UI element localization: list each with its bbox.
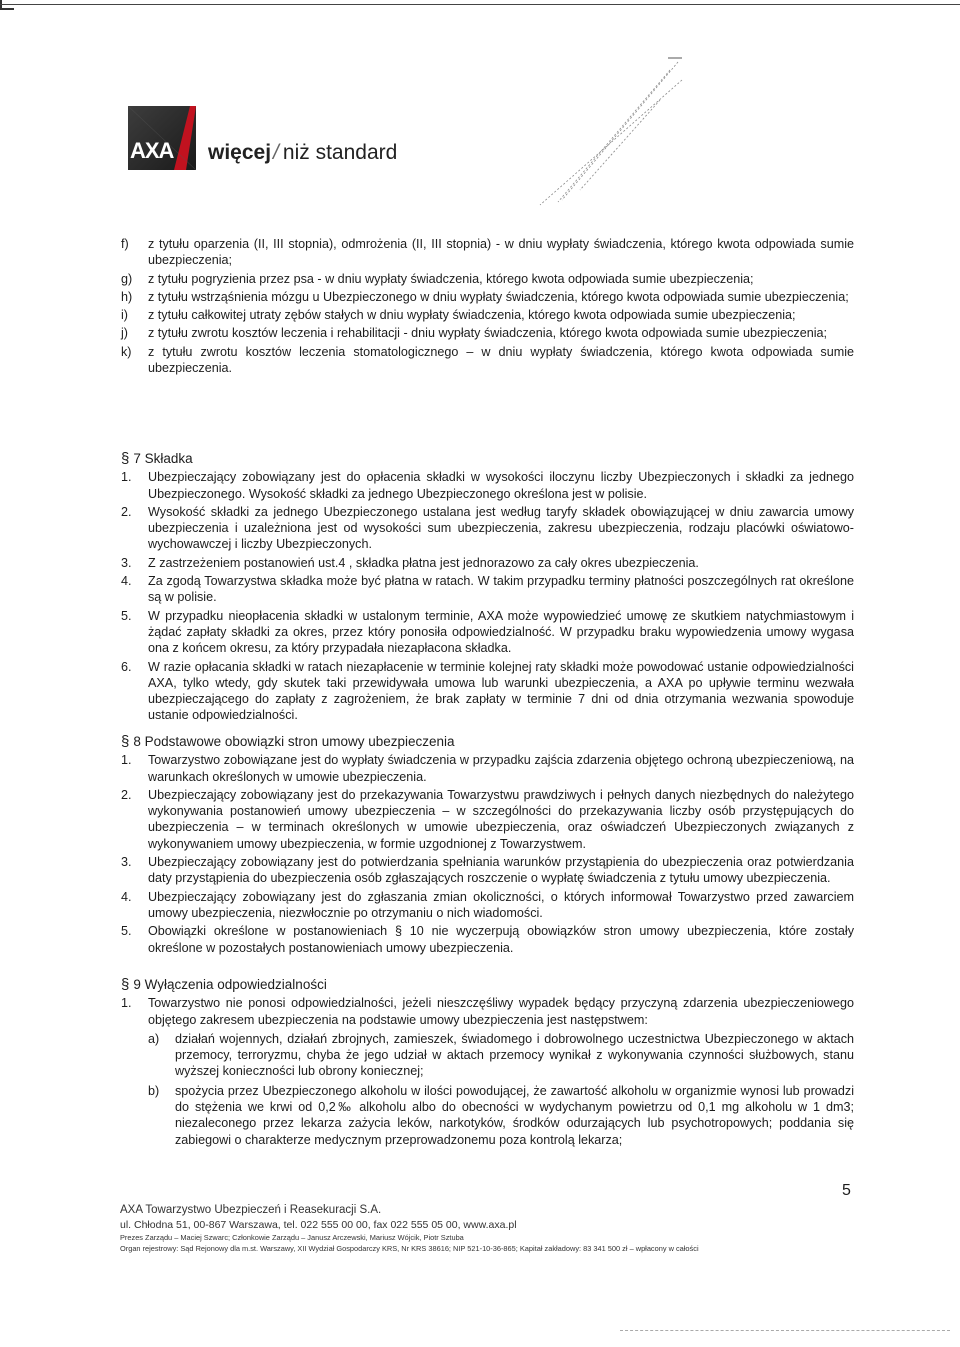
- item-label: 5.: [121, 924, 132, 939]
- item-text: Ubezpieczający zobowiązany jest do zgłaszania zmian okoliczności, o których informował Towarzystwo przed zawarciem umowy ubezpieczenia, niezwłocznie po otrzymaniu o nich wiadomości.: [148, 889, 854, 920]
- section-title-text: 8 Podstawowe obowiązki stron umowy ubezpieczenia: [133, 734, 455, 749]
- list-item: [121, 608, 854, 657]
- item-label: k): [121, 344, 132, 359]
- footer-registry: Organ rejestrowy: Sąd Rejonowy dla m.st. Warszawy, XII Wydział Gospodarczy KRS, Nr KRS 38616; NIP 521-10-36-865; Kapitał zakładowy: 83 341 500 zł – wpłacony w całości: [120, 1244, 699, 1253]
- section-8: [121, 734, 854, 958]
- item-label: 1.: [121, 753, 132, 768]
- item-label: i): [121, 308, 128, 323]
- tagline-bold: więcej: [208, 141, 272, 164]
- item-label: h): [121, 289, 133, 304]
- section-title: [121, 451, 854, 467]
- section-title-text: 9 Wyłączenia odpowiedzialności: [133, 977, 327, 992]
- section-7: [121, 451, 854, 726]
- tagline-rest: niż standard: [282, 141, 398, 164]
- list-item: [121, 995, 854, 1148]
- item-label: 2.: [121, 504, 132, 519]
- list-item: [121, 923, 854, 956]
- item-label: a): [148, 1031, 160, 1046]
- sub-list-item: [148, 1083, 854, 1148]
- list-item: [121, 344, 854, 377]
- list-item: [121, 854, 854, 887]
- item-label: 4.: [121, 574, 132, 589]
- list-item: [121, 307, 854, 323]
- item-text: Ubezpieczający zobowiązany jest do potwierdzania spełniania warunków przystąpienia do ubezpieczenia oraz potwierdzania daty przystąpienia do ubezpieczenia osób zgłaszających roszczenie o wypłatę świadczenia z tytułu umowy ubezpieczenia.: [148, 855, 854, 886]
- item-text: Towarzystwo nie ponosi odpowiedzialności, jeżeli nieszczęśliwy wypadek będący przyczyną zdarzenia ubezpieczeniowego objętego zakresem ubezpieczenia na podstawie umowy ubezpieczenia jest następstwem:: [148, 996, 854, 1027]
- list-item: [121, 504, 854, 553]
- footer-board: Prezes Zarządu – Maciej Szwarc; Członkowie Zarządu – Janusz Arczewski, Mariusz Wójcik, Piotr Sztuba: [120, 1233, 464, 1242]
- list-top: [121, 236, 854, 378]
- item-text: z tytułu zwrotu kosztów leczenia stomatologicznego – w dniu wypłaty świadczenia, którego kwota odpowiada sumie ubezpieczenia.: [148, 344, 854, 376]
- paragraph-sign: §: [121, 733, 130, 750]
- list-item: [121, 469, 854, 502]
- item-label: 2.: [121, 787, 132, 802]
- item-text: Towarzystwo zobowiązane jest do wypłaty świadczenia w przypadku zajścia zdarzenia objętego ochroną ubezpieczeniową, na warunkach określonych w umowie ubezpieczenia.: [148, 753, 854, 784]
- item-text: Ubezpieczający zobowiązany jest do opłacenia składki w wysokości iloczynu liczby Ubezpieczonych i składki za jednego Ubezpieczonego. Wysokość składki za jednego Ubezpieczonego określona jest w polisie.: [148, 470, 854, 501]
- list-item: [121, 573, 854, 606]
- item-text: z tytułu pogryzienia przez psa - w dniu wypłaty świadczenia, którego kwota odpowiada sumie ubezpieczenia;: [148, 271, 754, 286]
- section-title: [121, 734, 854, 750]
- paragraph-sign: §: [121, 976, 130, 993]
- sub-list-item: [148, 1031, 854, 1080]
- list-item: [121, 555, 854, 571]
- item-label: j): [121, 326, 128, 341]
- item-label: 3.: [121, 855, 132, 870]
- item-label: g): [121, 271, 133, 286]
- footer-address: ul. Chłodna 51, 00-867 Warszawa, tel. 022 555 00 00, fax 022 555 05 00, www.axa.pl: [120, 1219, 517, 1231]
- item-text: z tytułu całkowitej utraty zębów stałych w dniu wypłaty świadczenia, którego kwota odpowiada sumie ubezpieczenia;: [148, 308, 796, 323]
- item-text: W razie opłacania składki w ratach niezapłacenie w terminie kolejnej raty składki może powodować ustanie odpowiedzialności AXA, tylko wtedy, gdy skutek taki przewidywała umowa lub warunki ubezpieczenia, a AXA po upływie terminu wezwała ubezpieczającego do zapłaty z zagrożeniem, że brak zapłaty w terminie 7 dni od dnia otrzymania wezwania spowoduje ustanie odpowiedzialności.: [148, 659, 854, 723]
- item-label: 5.: [121, 608, 132, 623]
- item-label: 1.: [121, 470, 132, 485]
- item-text: z tytułu oparzenia (II, III stopnia), odmrożenia (II, III stopnia) - w dniu wypłaty świadczenia, którego kwota odpowiada sumie ubezpieczenia;: [148, 237, 854, 268]
- list-item: [121, 271, 854, 287]
- item-label: 3.: [121, 555, 132, 570]
- item-text: Obowiązki określone w postanowieniach § 10 nie wyczerpują obowiązków stron umowy ubezpieczenia, które zostały określone w pozostałych postanowieniach umowy ubezpieczenia.: [148, 924, 854, 955]
- item-text: z tytułu zwrotu kosztów leczenia i rehabilitacji - dniu wypłaty świadczenia, którego kwota odpowiada sumie ubezpieczenia;: [148, 326, 828, 341]
- item-text: W przypadku nieopłacenia składki w ustalonym terminie, AXA może wypowiedzieć umowę ze skutkiem natychmiastowym i żądać zapłaty składki za okres, przez który ponosiła odpowiedzialność. W przypadku braku wypowiedzenia umowy wygasa ona z końcem okresu, za który przypadała niezapłacona składka.: [148, 608, 854, 656]
- section-title: [121, 977, 854, 993]
- item-text: z tytułu wstrząśnienia mózgu u Ubezpieczonego w dniu wypłaty świadczenia, którego kwota odpowiada sumie ubezpieczenia;: [148, 289, 849, 304]
- item-label: 6.: [121, 659, 132, 674]
- item-label: 1.: [121, 996, 132, 1011]
- paragraph-sign: §: [121, 450, 130, 467]
- section-title-text: 7 Składka: [133, 451, 193, 466]
- footer-company: AXA Towarzystwo Ubezpieczeń i Reasekuracji S.A.: [120, 1204, 382, 1216]
- footer: [120, 1204, 699, 1255]
- item-text: spożycia przez Ubezpieczonego alkoholu w ilości powodującej, że zawartość alkoholu w organizmie wynosi lub prowadzi do stężenia we krwi od 0,2‰ alkoholu albo do obecności w wydychanym powietrzu od 0,1 mg alkoholu w 1 dm3; niezaleconego przez lekarza zażycia leków, narkotyków, środków odurzających lub psychotropowych; poddania się zabiegowi o charakterze medycznym przeprowadzonemu poza kontrolą lekarza;: [175, 1083, 854, 1147]
- list-item: [121, 752, 854, 785]
- scan-corner-mark: [0, 0, 14, 10]
- section-9: [121, 977, 854, 1151]
- bottom-divider: [620, 1330, 950, 1331]
- item-label: f): [121, 237, 129, 251]
- item-text: działań wojennych, działań zbrojnych, zamieszek, świadomego i dobrowolnego uczestnictwa Ubezpieczonego w aktach przemocy, terroryzmu, chyba że jego udział w aktach przemocy wynikał z wykonywania czynności służbowych, stanu wyższej konieczności lub obrony koniecznej;: [175, 1031, 854, 1079]
- tagline: [208, 141, 397, 165]
- item-text: Wysokość składki za jednego Ubezpieczonego ustalana jest według taryfy składek obowiązującej w dniu zawarcia umowy ubezpieczenia i uzależniona jest od wysokości sum ubezpieczenia, zakresu ubezpieczenia, rodzaju placówki oświatowo-wychowawczej i liczby Ubezpieczonych.: [148, 504, 854, 552]
- slash-mark: /: [273, 141, 279, 164]
- list-item: [121, 289, 854, 305]
- item-text: Z zastrzeżeniem postanowień ust.4 , składka płatna jest jednorazowo za cały okres ubezpieczenia.: [148, 555, 699, 570]
- list-item: [121, 787, 854, 852]
- list-item: [121, 889, 854, 922]
- sub-list: [148, 1031, 854, 1148]
- list-item: [121, 325, 854, 341]
- item-label: 4.: [121, 889, 132, 904]
- decorative-lines: [520, 40, 720, 220]
- logo-text: AXA: [130, 138, 174, 163]
- item-label: b): [148, 1083, 160, 1098]
- list-item: [121, 236, 854, 269]
- list-item: [121, 659, 854, 724]
- top-rule: [0, 4, 960, 5]
- item-text: Za zgodą Towarzystwa składka może być płatna w ratach. W takim przypadku terminy płatności poszczególnych rat określone są w polisie.: [148, 574, 854, 605]
- page-number: 5: [842, 1182, 851, 1199]
- item-text: Ubezpieczający zobowiązany jest do przekazywania Towarzystwu prawdziwych i pełnych danych niezbędnych do należytego wykonywania postanowień umowy ubezpieczenia – w szczególności do przekazywania liczby osób przystępujących do ubezpieczenia – w terminach określonych w umowie ubezpieczenia, oraz oświadczeń Ubezpieczonych związanych z wykonywaniem umowy ubezpieczenia, w formie uzgodnionej z Towarzystwem.: [148, 787, 854, 851]
